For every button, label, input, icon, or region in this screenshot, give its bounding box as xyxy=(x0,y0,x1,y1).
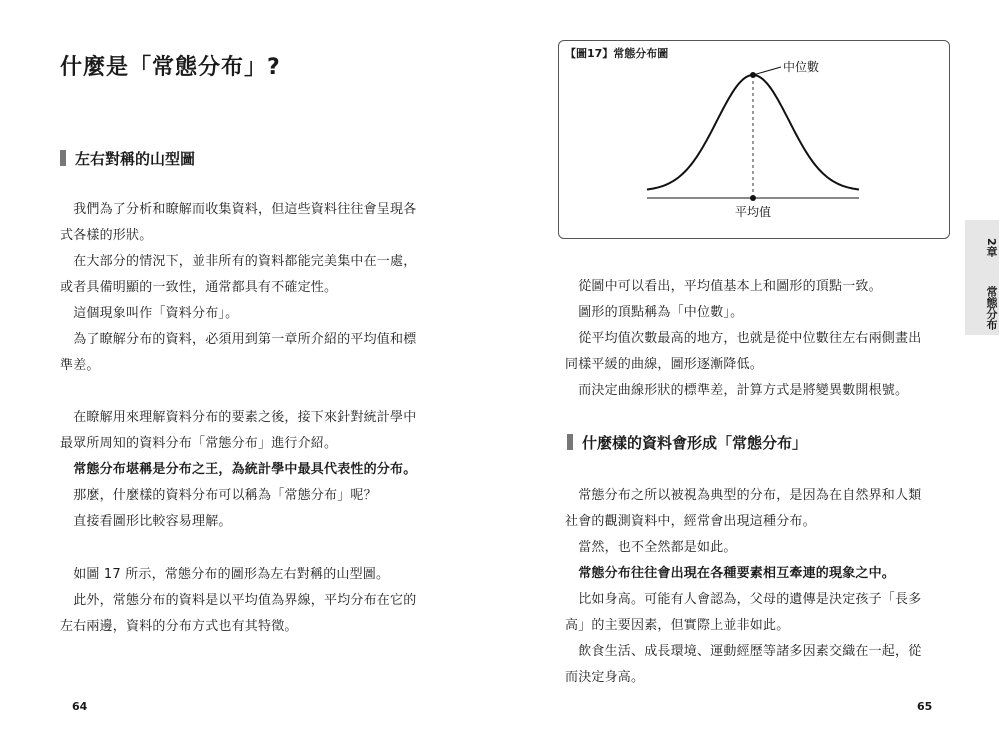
paragraph-line: 我們為了分析和瞭解而收集資料，但這些資料往往會呈現各 xyxy=(60,202,417,217)
paragraph-line: 那麼，什麼樣的資料分布可以稱為「常態分布」呢？ xyxy=(60,488,377,503)
section-heading-text: 什麼樣的資料會形成「常態分布」 xyxy=(582,433,808,452)
paragraph-line: 圖形的頂點稱為「中位數」。 xyxy=(565,305,744,320)
paragraph-line: 最眾所周知的資料分布「常態分布」進行介紹。 xyxy=(60,436,338,451)
paragraph-line: 飲食生活、成長環境、運動經歷等諸多因素交織在一起，從 xyxy=(565,644,922,659)
figure-17-normal-distribution xyxy=(558,40,950,239)
paragraph-line: 從平均值次數最高的地方，也就是從中位數往左右兩側畫出 xyxy=(565,331,922,346)
chapter-title: 常態分布 xyxy=(985,286,998,330)
paragraph-line: 高」的主要因素，但實際上並非如此。 xyxy=(565,618,790,633)
bell-curve-diagram xyxy=(559,41,949,238)
paragraph-line: 在瞭解用來理解資料分布的要素之後，接下來針對統計學中 xyxy=(60,410,417,425)
section-heading-symmetric-mountain xyxy=(60,148,195,168)
paragraph-line: 如圖 17 所示，常態分布的圖形為左右對稱的山型圖。 xyxy=(60,567,390,582)
emphasis-line: 常態分布往往會出現在各種要素相互牽連的現象之中。 xyxy=(565,566,896,581)
paragraph-line: 在大部分的情況下，並非所有的資料都能完美集中在一處， xyxy=(60,254,417,269)
paragraph-line: 或者具備明顯的一致性，通常都具有不確定性。 xyxy=(60,280,338,295)
paragraph-line: 常態分布之所以被視為典型的分布，是因為在自然界和人類 xyxy=(565,488,922,503)
paragraph-line: 此外，常態分布的資料是以平均值為界線，平均分布在它的 xyxy=(60,593,417,608)
emphasis-line: 常態分布堪稱是分布之王，為統計學中最具代表性的分布。 xyxy=(60,462,417,477)
chapter-tab xyxy=(965,220,999,335)
paragraph-line: 左右兩邊，資料的分布方式也有其特徵。 xyxy=(60,619,298,634)
paragraph-line: 比如身高。可能有人會認為，父母的遺傳是決定孩子「長多 xyxy=(565,592,922,607)
section-heading-what-data xyxy=(567,432,807,452)
page-title: 什麼是「常態分布」? xyxy=(60,55,281,80)
paragraph-line: 而決定身高。 xyxy=(565,670,645,685)
heading-bar xyxy=(567,434,573,450)
paragraph-line: 同樣平緩的曲線，圖形逐漸降低。 xyxy=(565,357,764,372)
median-leader-line xyxy=(753,67,781,75)
mean-label: 平均值 xyxy=(734,205,772,219)
paragraph-line: 而決定曲線形狀的標準差，計算方式是將變異數開根號。 xyxy=(565,383,909,398)
median-label: 中位數 xyxy=(783,60,820,74)
section-heading-text: 左右對稱的山型圖 xyxy=(75,149,196,168)
page-number-right: 65 xyxy=(917,700,933,713)
heading-bar xyxy=(60,150,66,166)
page-number-left: 64 xyxy=(72,700,88,713)
paragraph-line: 為了瞭解分布的資料，必須用到第一章所介紹的平均值和標 xyxy=(60,332,417,347)
paragraph-line: 這個現象叫作「資料分布」。 xyxy=(60,306,239,321)
paragraph-line: 準差。 xyxy=(60,358,100,373)
paragraph-line: 式各樣的形狀。 xyxy=(60,228,153,243)
figure-caption: 【圖17】常態分布圖 xyxy=(565,47,669,60)
right-page xyxy=(499,0,999,734)
paragraph-line: 當然，也不全然都是如此。 xyxy=(565,540,737,555)
paragraph-line: 從圖中可以看出，平均值基本上和圖形的頂點一致。 xyxy=(565,279,882,294)
paragraph-line: 直接看圖形比較容易理解。 xyxy=(60,514,232,529)
paragraph-line: 社會的觀測資料中，經常會出現這種分布。 xyxy=(565,514,816,529)
left-page xyxy=(0,0,499,734)
mean-point xyxy=(750,195,756,201)
chapter-number: 2章 xyxy=(985,238,998,257)
